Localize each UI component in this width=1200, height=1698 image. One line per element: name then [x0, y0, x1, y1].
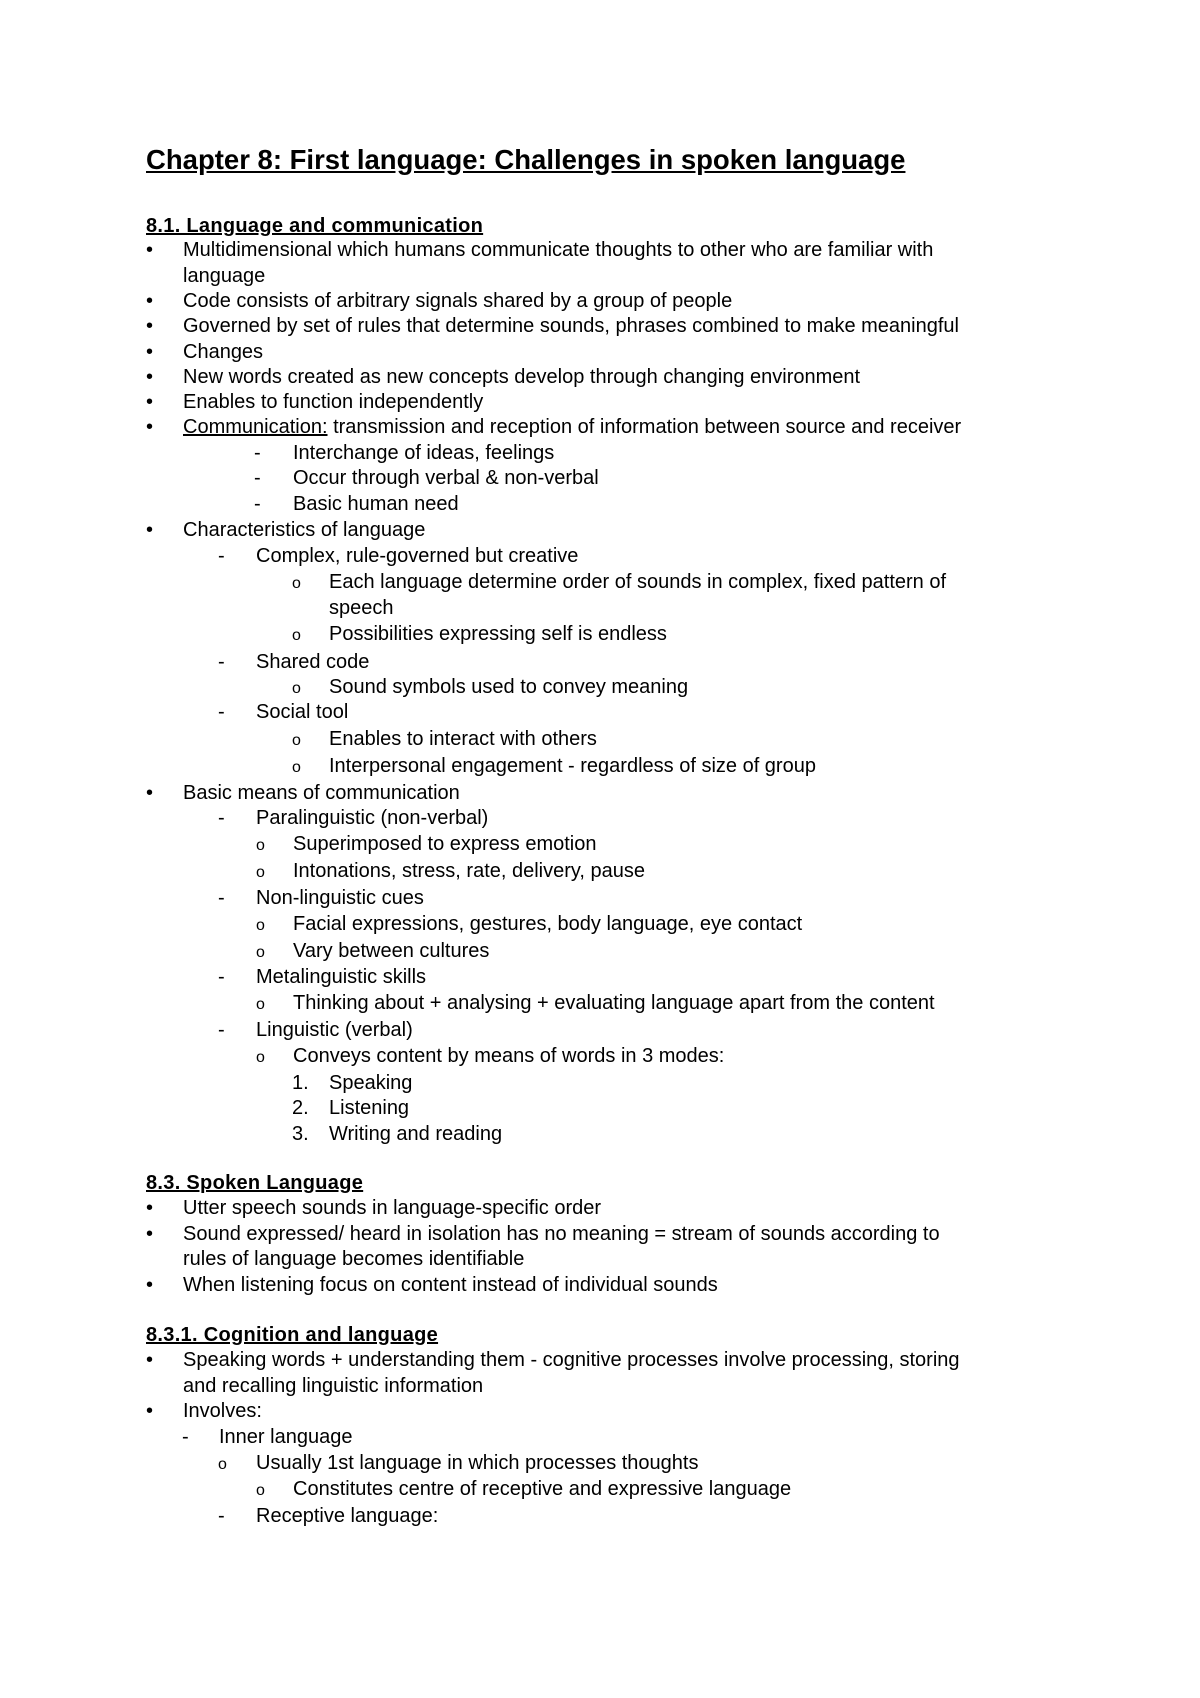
circle-marker: o: [218, 1456, 227, 1473]
bullet-marker: •: [146, 1274, 154, 1296]
circle-marker: o: [292, 680, 301, 697]
bullet-marker: •: [146, 416, 154, 438]
list-item: Enables to function independently: [183, 391, 484, 413]
list-item: Thinking about + analysing + evaluating language apart from the content: [293, 992, 935, 1014]
bullet-marker: •: [146, 239, 154, 261]
list-item: Involves:: [183, 1400, 262, 1422]
list-item: Multidimensional which humans communicate thoughts to other who are familiar with: [183, 239, 934, 261]
list-item: Listening: [329, 1097, 410, 1119]
list-item: Non-linguistic cues: [256, 887, 424, 909]
bullet-marker: •: [146, 290, 154, 312]
list-item-continuation: speech: [329, 597, 394, 619]
list-item: Inner language: [219, 1426, 353, 1448]
circle-marker: o: [292, 627, 301, 644]
list-item: Receptive language:: [256, 1505, 439, 1527]
dash-marker: -: [254, 493, 261, 515]
circle-marker: o: [256, 1049, 265, 1066]
list-item: Constitutes centre of receptive and expressive language: [293, 1478, 792, 1500]
list-item: Possibilities expressing self is endless: [329, 623, 667, 645]
section-heading: 8.3.1. Cognition and language: [146, 1324, 439, 1346]
circle-marker: o: [292, 732, 301, 749]
list-item: Interchange of ideas, feelings: [293, 442, 555, 464]
list-number: 1.: [292, 1072, 309, 1094]
page-title: Chapter 8: First language: Challenges in spoken language: [146, 144, 906, 175]
list-item: Utter speech sounds in language-specific order: [183, 1197, 602, 1219]
bullet-marker: •: [146, 519, 154, 541]
list-item: Sound expressed/ heard in isolation has no meaning = stream of sounds according to: [183, 1223, 940, 1245]
bullet-marker: •: [146, 1349, 154, 1371]
dash-marker: -: [218, 887, 225, 909]
list-item: Each language determine order of sounds in complex, fixed pattern of: [329, 571, 947, 593]
circle-marker: o: [256, 864, 265, 881]
list-item: Occur through verbal & non-verbal: [293, 467, 599, 489]
list-item: Social tool: [256, 701, 349, 723]
dash-marker: -: [218, 545, 225, 567]
circle-marker: o: [256, 917, 265, 934]
term-definition: transmission and reception of information between source and receiver: [327, 416, 962, 438]
list-item: Changes: [183, 341, 264, 363]
bullet-marker: •: [146, 341, 154, 363]
circle-marker: o: [292, 759, 301, 776]
list-item: Linguistic (verbal): [256, 1019, 413, 1041]
list-item: Conveys content by means of words in 3 modes:: [293, 1045, 725, 1067]
bullet-marker: •: [146, 1400, 154, 1422]
list-item: New words created as new concepts develop through changing environment: [183, 366, 861, 388]
list-item: Basic human need: [293, 493, 459, 515]
list-item-continuation: and recalling linguistic information: [183, 1375, 484, 1397]
section-heading: 8.1. Language and communication: [146, 215, 484, 237]
list-item: Paralinguistic (non-verbal): [256, 807, 489, 829]
list-item-continuation: rules of language becomes identifiable: [183, 1248, 525, 1270]
dash-marker: -: [218, 651, 225, 673]
list-number: 3.: [292, 1123, 309, 1145]
bullet-marker: •: [146, 315, 154, 337]
dash-marker: -: [182, 1426, 189, 1448]
list-item: Characteristics of language: [183, 519, 426, 541]
circle-marker: o: [256, 996, 265, 1013]
dash-marker: -: [254, 467, 261, 489]
dash-marker: -: [254, 442, 261, 464]
circle-marker: o: [256, 837, 265, 854]
list-item: Complex, rule-governed but creative: [256, 545, 579, 567]
dash-marker: -: [218, 966, 225, 988]
term-label: Communication:: [183, 416, 328, 438]
list-item: Speaking: [329, 1072, 413, 1094]
list-item: Vary between cultures: [293, 940, 490, 962]
dash-marker: -: [218, 1019, 225, 1041]
circle-marker: o: [256, 944, 265, 961]
list-item: Shared code: [256, 651, 370, 673]
section-heading: 8.3. Spoken Language: [146, 1172, 364, 1194]
list-item: Interpersonal engagement - regardless of size of group: [329, 755, 816, 777]
list-item: Writing and reading: [329, 1123, 503, 1145]
list-item: Sound symbols used to convey meaning: [329, 676, 689, 698]
list-item: Facial expressions, gestures, body language, eye contact: [293, 913, 803, 935]
list-item: Basic means of communication: [183, 782, 460, 804]
list-item: Governed by set of rules that determine sounds, phrases combined to make meaningful: [183, 315, 959, 337]
bullet-marker: •: [146, 1197, 154, 1219]
list-item: Metalinguistic skills: [256, 966, 427, 988]
dash-marker: -: [218, 1505, 225, 1527]
bullet-marker: •: [146, 391, 154, 413]
list-item: Intonations, stress, rate, delivery, pause: [293, 860, 646, 882]
circle-marker: o: [292, 575, 301, 592]
list-item-continuation: language: [183, 265, 266, 287]
list-item: Code consists of arbitrary signals shared by a group of people: [183, 290, 733, 312]
bullet-marker: •: [146, 366, 154, 388]
list-item: When listening focus on content instead of individual sounds: [183, 1274, 718, 1296]
dash-marker: -: [218, 807, 225, 829]
list-item: [183, 417, 961, 437]
list-number: 2.: [292, 1097, 309, 1119]
circle-marker: o: [256, 1482, 265, 1499]
list-item: Usually 1st language in which processes thoughts: [256, 1452, 699, 1474]
bullet-marker: •: [146, 782, 154, 804]
list-item: Superimposed to express emotion: [293, 833, 597, 855]
list-item: Speaking words + understanding them - cognitive processes involve processing, storing: [183, 1349, 960, 1371]
dash-marker: -: [218, 701, 225, 723]
bullet-marker: •: [146, 1223, 154, 1245]
list-item: Enables to interact with others: [329, 728, 597, 750]
